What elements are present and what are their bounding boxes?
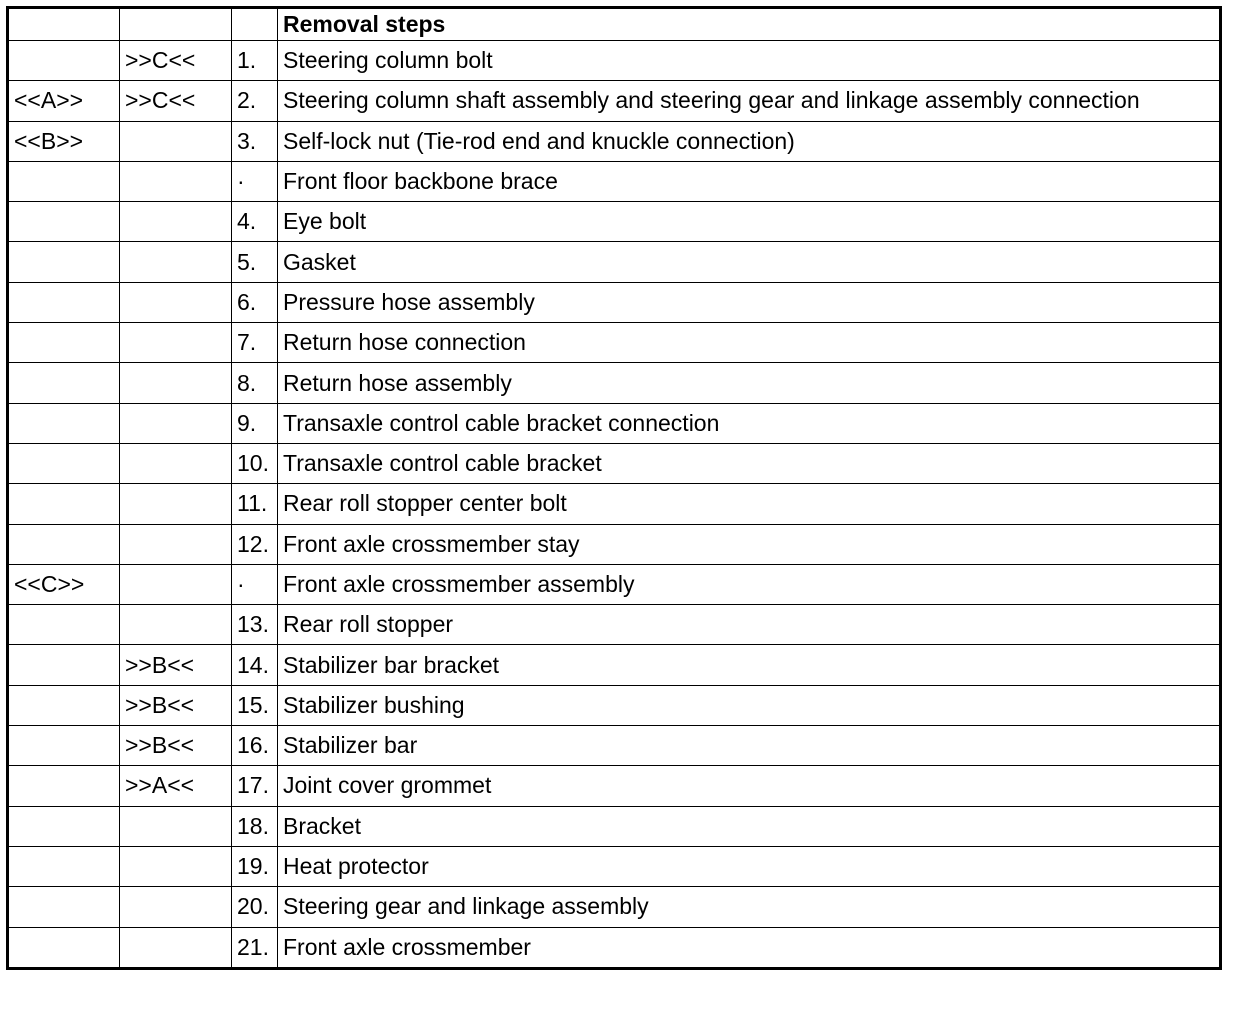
step-number-cell: 8. (232, 363, 278, 403)
table-row (8, 806, 1221, 846)
ref-b-cell (120, 323, 232, 363)
table-row (8, 645, 1221, 685)
step-description-cell: Rear roll stopper center bolt (278, 484, 1221, 524)
table-row (8, 605, 1221, 645)
ref-b-cell (120, 443, 232, 483)
step-number-cell: 5. (232, 242, 278, 282)
step-description-cell: Transaxle control cable bracket (278, 443, 1221, 483)
step-number-cell: 18. (232, 806, 278, 846)
ref-a-cell (8, 685, 120, 725)
ref-b-cell: >>C<< (120, 81, 232, 121)
ref-b-cell (120, 605, 232, 645)
step-number-cell: · (232, 161, 278, 201)
table-row (8, 927, 1221, 968)
step-number-cell: 21. (232, 927, 278, 968)
step-description-cell: Front axle crossmember (278, 927, 1221, 968)
ref-b-cell: >>B<< (120, 726, 232, 766)
ref-a-cell (8, 887, 120, 927)
table-row (8, 766, 1221, 806)
step-description-cell: Eye bolt (278, 202, 1221, 242)
table-body (8, 8, 1221, 969)
step-description-cell: Steering gear and linkage assembly (278, 887, 1221, 927)
ref-a-cell (8, 484, 120, 524)
step-description-cell: Return hose assembly (278, 363, 1221, 403)
step-number-cell: 19. (232, 846, 278, 886)
step-number-cell: 2. (232, 81, 278, 121)
step-description-cell: Steering column shaft assembly and steering gear and linkage assembly connection (278, 81, 1221, 121)
header-number-cell (232, 8, 278, 41)
step-number-cell: 3. (232, 121, 278, 161)
ref-b-cell (120, 524, 232, 564)
ref-a-cell (8, 806, 120, 846)
step-number-cell: 14. (232, 645, 278, 685)
step-number-cell: 1. (232, 41, 278, 81)
ref-b-cell (120, 242, 232, 282)
ref-b-cell (120, 927, 232, 968)
step-number-cell: 11. (232, 484, 278, 524)
table-row (8, 726, 1221, 766)
ref-a-cell (8, 726, 120, 766)
table-row (8, 202, 1221, 242)
ref-b-cell (120, 161, 232, 201)
step-description-cell: Rear roll stopper (278, 605, 1221, 645)
step-number-cell: 13. (232, 605, 278, 645)
ref-b-cell (120, 564, 232, 604)
table-header-row (8, 8, 1221, 41)
ref-a-cell (8, 645, 120, 685)
step-description-cell: Self-lock nut (Tie-rod end and knuckle connection) (278, 121, 1221, 161)
table-row (8, 887, 1221, 927)
step-description-cell: Stabilizer bushing (278, 685, 1221, 725)
ref-a-cell: <<A>> (8, 81, 120, 121)
step-number-cell: 20. (232, 887, 278, 927)
ref-b-cell: >>B<< (120, 645, 232, 685)
step-number-cell: 17. (232, 766, 278, 806)
ref-b-cell: >>A<< (120, 766, 232, 806)
ref-a-cell (8, 323, 120, 363)
step-description-cell: Gasket (278, 242, 1221, 282)
table-row (8, 524, 1221, 564)
table-row (8, 685, 1221, 725)
table-row (8, 323, 1221, 363)
table-row (8, 242, 1221, 282)
ref-a-cell (8, 282, 120, 322)
table-title: Removal steps (278, 8, 1221, 41)
step-number-cell: 7. (232, 323, 278, 363)
step-description-cell: Steering column bolt (278, 41, 1221, 81)
ref-a-cell (8, 242, 120, 282)
step-number-cell: 4. (232, 202, 278, 242)
ref-b-cell: >>B<< (120, 685, 232, 725)
table-row (8, 121, 1221, 161)
table-row (8, 282, 1221, 322)
ref-b-cell (120, 202, 232, 242)
ref-a-cell: <<C>> (8, 564, 120, 604)
ref-b-cell (120, 403, 232, 443)
table-row (8, 846, 1221, 886)
ref-a-cell (8, 605, 120, 645)
ref-b-cell (120, 887, 232, 927)
ref-a-cell (8, 403, 120, 443)
table-row (8, 484, 1221, 524)
ref-b-cell (120, 363, 232, 403)
step-description-cell: Pressure hose assembly (278, 282, 1221, 322)
ref-a-cell: <<B>> (8, 121, 120, 161)
step-description-cell: Joint cover grommet (278, 766, 1221, 806)
ref-a-cell (8, 443, 120, 483)
ref-a-cell (8, 161, 120, 201)
ref-b-cell: >>C<< (120, 41, 232, 81)
table-row (8, 403, 1221, 443)
step-description-cell: Stabilizer bar bracket (278, 645, 1221, 685)
ref-b-cell (120, 282, 232, 322)
ref-a-cell (8, 524, 120, 564)
ref-b-cell (120, 484, 232, 524)
table-row (8, 443, 1221, 483)
ref-a-cell (8, 846, 120, 886)
ref-a-cell (8, 202, 120, 242)
step-number-cell: 10. (232, 443, 278, 483)
step-number-cell: 9. (232, 403, 278, 443)
ref-a-cell (8, 927, 120, 968)
removal-steps-table (6, 6, 1222, 970)
step-description-cell: Stabilizer bar (278, 726, 1221, 766)
step-description-cell: Front axle crossmember stay (278, 524, 1221, 564)
ref-b-cell (120, 846, 232, 886)
table-row (8, 81, 1221, 121)
ref-b-cell (120, 806, 232, 846)
step-number-cell: 12. (232, 524, 278, 564)
step-description-cell: Transaxle control cable bracket connection (278, 403, 1221, 443)
header-ref-b-cell (120, 8, 232, 41)
table-row (8, 363, 1221, 403)
step-description-cell: Return hose connection (278, 323, 1221, 363)
step-description-cell: Front floor backbone brace (278, 161, 1221, 201)
step-number-cell: 16. (232, 726, 278, 766)
ref-a-cell (8, 41, 120, 81)
step-description-cell: Heat protector (278, 846, 1221, 886)
header-ref-a-cell (8, 8, 120, 41)
table-row (8, 41, 1221, 81)
table-row (8, 161, 1221, 201)
step-number-cell: 6. (232, 282, 278, 322)
ref-a-cell (8, 766, 120, 806)
step-number-cell: · (232, 564, 278, 604)
step-description-cell: Bracket (278, 806, 1221, 846)
table-row (8, 564, 1221, 604)
step-number-cell: 15. (232, 685, 278, 725)
ref-b-cell (120, 121, 232, 161)
ref-a-cell (8, 363, 120, 403)
step-description-cell: Front axle crossmember assembly (278, 564, 1221, 604)
